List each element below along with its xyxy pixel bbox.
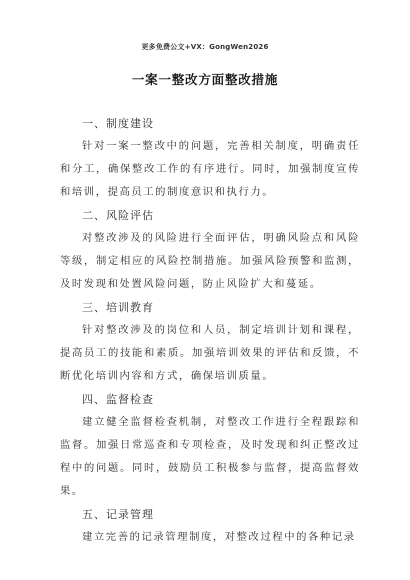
section-paragraph-1: 针对一案一整改中的问题，完善相关制度，明确责任和分工，确保整改工作的有序进行。同时，加强制度宣传和培训，提高员工的制度意识和执行力。 bbox=[60, 140, 360, 198]
section-heading-2: 二、风险评估 bbox=[82, 209, 154, 222]
document-body bbox=[60, 112, 360, 549]
section-heading-1: 一、制度建设 bbox=[82, 117, 154, 130]
section-heading-4: 四、监督检查 bbox=[82, 393, 154, 406]
section-paragraph-4: 建立健全监督检查机制，对整改工作进行全程跟踪和监督。加强日常巡查和专项检查，及时发现和纠正整改过程中的问题。同时，鼓励员工积极参与监督，提高监督效果。 bbox=[60, 416, 360, 497]
watermark-text: 更多免费公文+VX：GongWen2026 bbox=[141, 43, 269, 51]
section-heading-5: 五、记录管理 bbox=[82, 508, 154, 521]
document-title: 一案一整改方面整改措施 bbox=[131, 72, 279, 87]
section-paragraph-5: 建立完善的记录管理制度，对整改过程中的各种记录 bbox=[82, 531, 356, 543]
section-paragraph-3: 针对整改涉及的岗位和人员，制定培训计划和课程，提高员工的技能和素质。加强培训效果的评估和反馈，不断优化培训内容和方式，确保培训质量。 bbox=[60, 324, 360, 382]
section-heading-3: 三、培训教育 bbox=[82, 301, 154, 314]
section-paragraph-2: 对整改涉及的风险进行全面评估，明确风险点和风险等级，制定相应的风险控制措施。加强风险预警和监测，及时发现和处置风险问题，防止风险扩大和蔓延。 bbox=[60, 232, 360, 290]
